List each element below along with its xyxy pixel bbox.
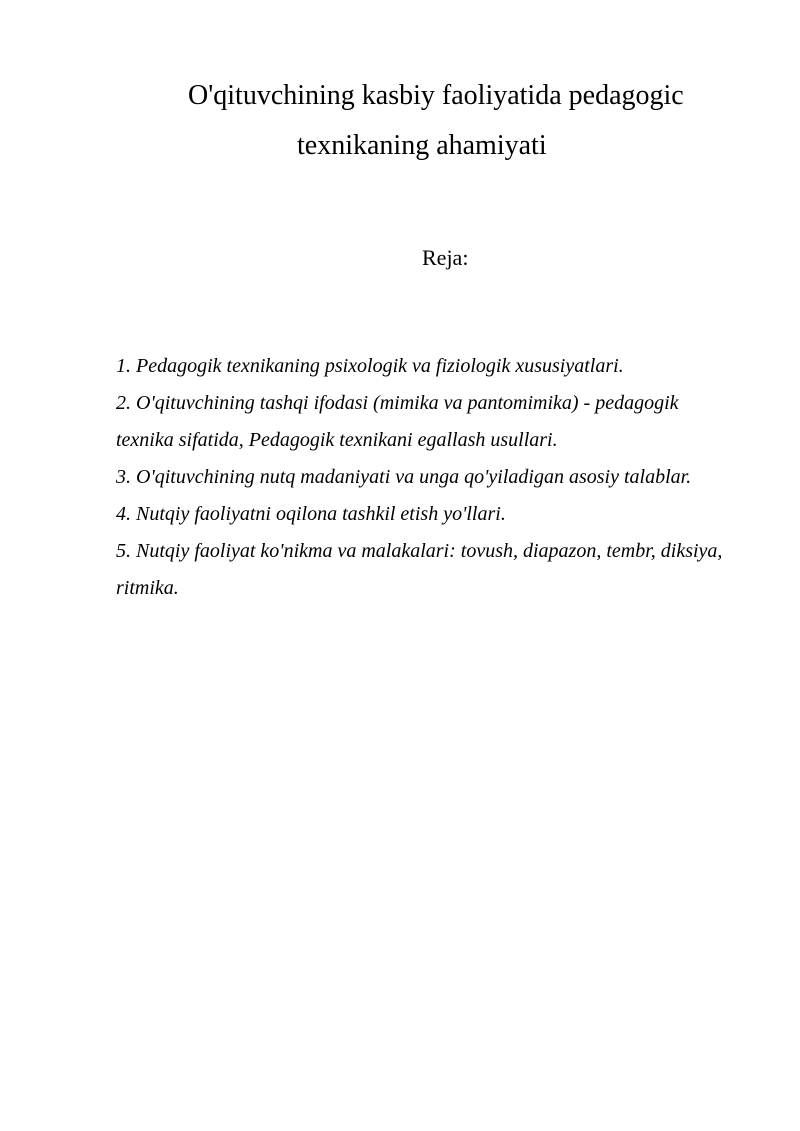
plan-item-3: 3. O'qituvchining nutq madaniyati va unga qo'yiladigan asosiy talablar. — [116, 466, 692, 488]
plan-item-5: 5. Nutqiy faoliyat ko'nikma va malakalari: tovush, diapazon, tembr, diksiya, — [116, 540, 723, 562]
plan-list — [116, 348, 756, 607]
plan-item-4: 4. Nutqiy faoliyatni oqilona tashkil etish yo'llari. — [116, 503, 506, 525]
plan-item-5-continuation: ritmika. — [116, 577, 179, 599]
document-title-line-1: O'qituvchining kasbiy faoliyatida pedagogic — [188, 80, 684, 111]
plan-heading: Reja: — [422, 245, 469, 270]
plan-item-2-continuation: texnika sifatida, Pedagogik texnikani egallash usullari. — [116, 429, 558, 451]
document-title-line-2: texnikaning ahamiyati — [297, 130, 547, 161]
plan-item-1: 1. Pedagogik texnikaning psixologik va fiziologik xususiyatlari. — [116, 355, 624, 377]
plan-item-2: 2. O'qituvchining tashqi ifodasi (mimika va pantomimika) - pedagogik — [116, 392, 679, 414]
